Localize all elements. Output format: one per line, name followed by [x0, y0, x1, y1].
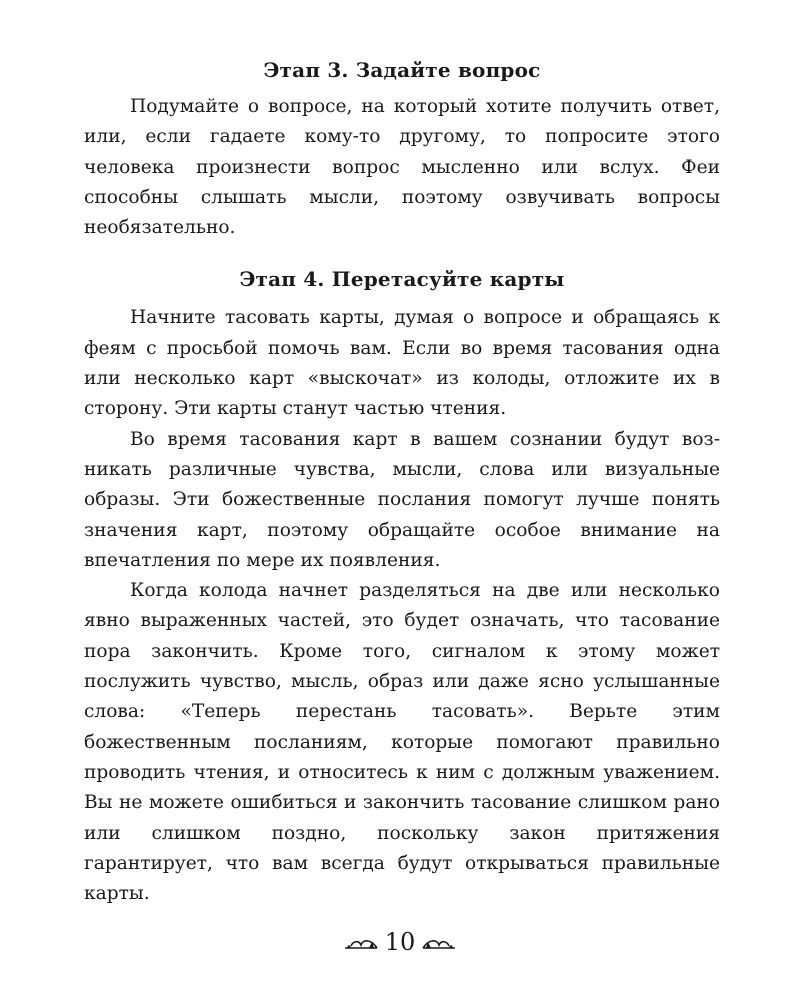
paragraph-stage-3-1: Подумайте о вопросе, на который хотите получить ответ, или, если гадаете кому-то другому, то попросите этого человека произнести вопрос мысленно или вслух. Феи способны слышать мысли, поэтому озвучивать вопросы необязательно. [84, 96, 720, 239]
section-heading-stage-3: Этап 3. Задайте вопрос [263, 58, 541, 82]
paragraph-stage-4-3: Когда колода начнет разделяться на две или несколько явно выраженных частей, это будет означать, что тасование пора закончить. Кроме того, сигналом к этому может послужить чувство, мысль, образ или даже ясно услышанные слова: «Теперь перестань тасовать». Верьте этим божественным посланиям, которые помогают правильно проводить чтения, и относитесь к ним с должным уважением. Вы не можете ошибиться и закончить тасование слишком рано или слишком поздно, поскольку закон притяжения гарантирует, что вам всегда будут открываться правильные карты. [84, 580, 720, 905]
paragraph-stage-4-2: Во время тасования карт в вашем сознании будут возникать различные чувства, мысли, слова или визуальные образы. Эти божественные послания помогут лучше понять значения карт, поэтому обращайте особое внимание на впечатления по мере их появления. [84, 428, 720, 571]
left-flourish-icon [343, 937, 379, 951]
right-flourish-icon [421, 937, 457, 951]
section-heading-stage-4: Этап 4. Перетасуйте карты [239, 267, 565, 292]
page-number: 10 [384, 928, 416, 956]
page-content [84, 50, 720, 909]
paragraph-stage-4-1: Начните тасовать карты, думая о вопросе и обращаясь к феям с просьбой помочь вам. Если во время тасования одна или несколько карт «выскочат» из колоды, отложите их в сторону. Эти карты станут частью чтения. [84, 307, 720, 420]
page-footer [0, 926, 800, 958]
